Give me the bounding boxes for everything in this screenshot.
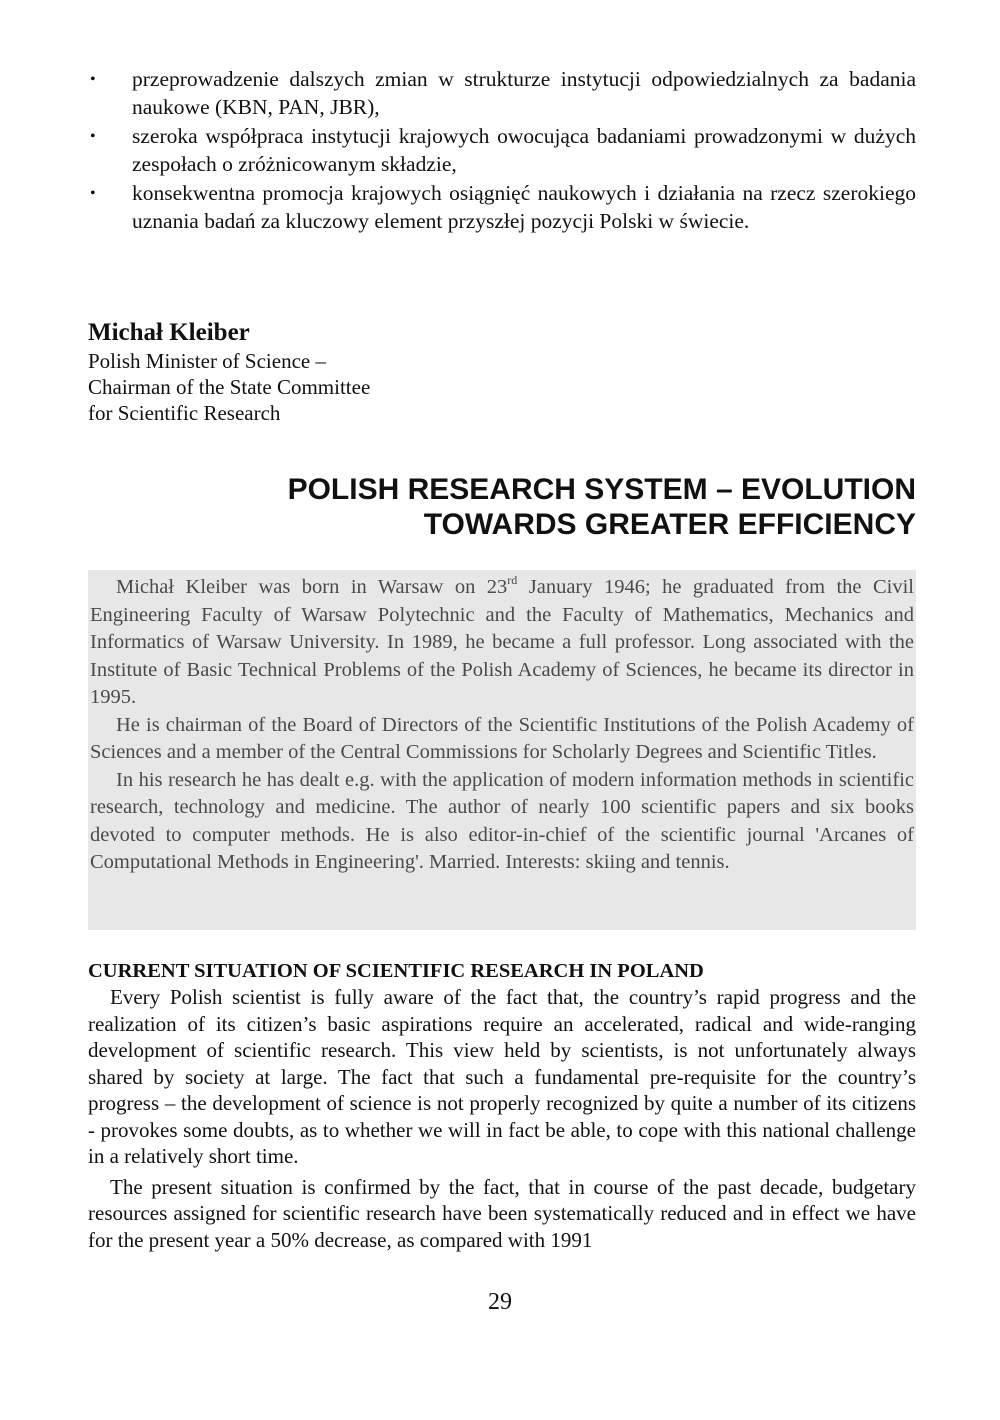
list-item [88,66,916,121]
section-body [88,984,916,1257]
author-name: Michał Kleiber [88,319,250,346]
bio-text: Michał Kleiber was born in Warsaw on 23 [116,576,508,598]
list-item [88,123,916,178]
ordinal-suffix: rd [507,573,518,587]
bio-paragraph: He is chairman of the Board of Directors of the Scientific Institutions of the Polish Academy of Sciences and a member of the Central Commissions for Scholarly Degrees and Scientific Titles. [90,713,914,763]
page-title [156,472,916,542]
title-line: POLISH RESEARCH SYSTEM – EVOLUTION [287,473,916,506]
bio-paragraph: In his research he has dealt e.g. with the application of modern information methods in scientific research, technology and medicine. The author of nearly 100 scientific papers and six books devoted to computer methods. He is also editor-in-chief of the scientific journal 'Arcanes of Computational Methods in Engineering'. Married. Interests: skiing and tennis. [90,768,914,873]
author-role-line: Chairman of the State Committee [88,375,371,399]
bio-paragraph [90,574,914,712]
bullet-text: szeroka współpraca instytucji krajowych owocująca badaniami prowadzonymi w dużych zespołach o zróżnicowanym składzie, [132,124,916,176]
bullet-icon: • [90,128,96,145]
bullet-list [88,66,916,237]
bullet-text: konsekwentna promocja krajowych osiągnięć naukowych i działania na rzecz szerokiego uznania badań za kluczowy element przyszłej pozycji Polski w świecie. [132,181,916,233]
title-line: TOWARDS GREATER EFFICIENCY [423,508,916,541]
author-block [88,318,508,426]
author-role-line: Polish Minister of Science – [88,349,326,373]
list-item [88,180,916,235]
author-bio-box [88,570,916,930]
body-paragraph: Every Polish scientist is fully aware of the fact that, the country’s rapid progress and the realization of its citizen’s basic aspirations require an accelerated, radical and wide-ranging development of scientific research. This view held by scientists, is not unfortunately always shared by society at large. The fact that such a fundamental pre-requisite for the country’s progress – the development of science is not properly recognized by quite a number of its citizens - provokes some doubts, as to whether we will in fact be able, to cope with this national challenge in a relatively short time. [88,985,916,1168]
bullet-icon: • [90,185,96,202]
page-number: 29 [488,1289,512,1315]
bullet-text: przeprowadzenie dalszych zmian w strukturze instytucji odpowiedzialnych za badania naukowe (KBN, PAN, JBR), [132,67,916,119]
author-role-line: for Scientific Research [88,401,281,425]
bio-text: January 1946; he graduated from the Civil Engineering Faculty of Warsaw Polytechnic and the Faculty of Mathematics, Mechanics and Informatics of Warsaw University. In 1989, he became a full professor. Long associated with the Institute of Basic Technical Problems of the Polish Academy of Sciences, he became its director in 1995. [90,576,914,708]
bullet-icon: • [90,71,96,88]
section-heading: CURRENT SITUATION OF SCIENTIFIC RESEARCH IN POLAND [88,960,704,982]
body-paragraph: The present situation is confirmed by the fact, that in course of the past decade, budgetary resources assigned for scientific research have been systematically reduced and in effect we have for the present year a 50% decrease, as compared with 1991 [88,1174,916,1252]
